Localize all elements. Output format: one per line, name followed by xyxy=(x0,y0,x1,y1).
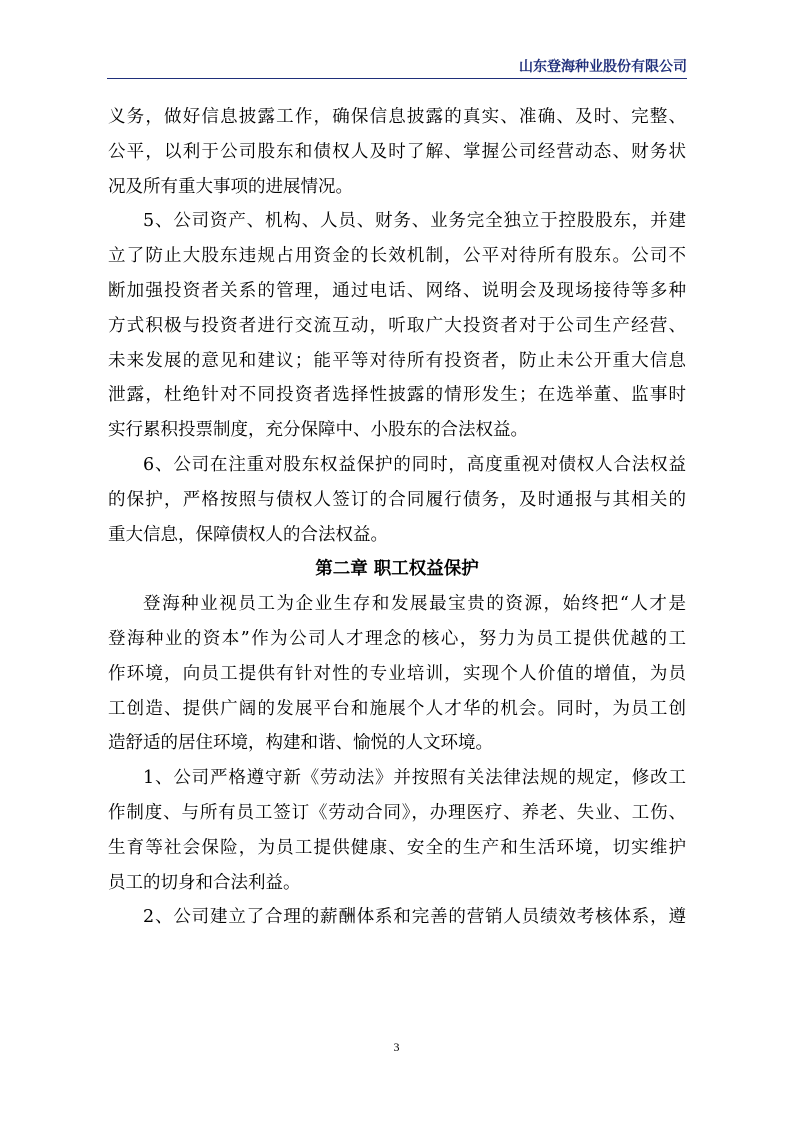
chapter-heading: 第二章 职工权益保护 xyxy=(315,559,479,580)
text-line: 未来发展的意见和建议；能平等对待所有投资者，防止未公开重大信息 xyxy=(108,350,686,371)
text-line: 登海种业的资本”作为公司人才理念的核心，努力为员工提供优越的工 xyxy=(108,628,686,649)
text-line: 重大信息，保障债权人的合法权益。 xyxy=(108,524,388,545)
company-name: 山东登海种业股份有限公司 xyxy=(519,59,687,75)
page-header xyxy=(107,52,687,79)
paragraph-5-start: 5、公司资产、机构、人员、财务、业务完全独立于控股股东，并建 xyxy=(143,211,686,232)
document-body xyxy=(108,100,686,935)
text-line: 义务，做好信息披露工作，确保信息披露的真实、准确、及时、完整、 xyxy=(108,107,686,127)
text-line: 实行累积投票制度，充分保障中、小股东的合法权益。 xyxy=(108,420,528,441)
text-line: 造舒适的居住环境，构建和谐、愉悦的人文环境。 xyxy=(108,733,493,754)
text-line: 况及所有重大事项的进展情况。 xyxy=(108,176,353,197)
paragraph-1-start: 1、公司严格遵守新《劳动法》并按照有关法律法规的规定，修改工 xyxy=(143,768,686,789)
text-line: 作环境，向员工提供有针对性的专业培训，实现个人价值的增值，为员 xyxy=(108,663,686,684)
text-line: 的保护，严格按照与债权人签订的合同履行债务，及时通报与其相关的 xyxy=(108,489,686,510)
text-line: 公平，以利于公司股东和债权人及时了解、掌握公司经营动态、财务状 xyxy=(108,141,686,162)
text-line: 立了防止大股东违规占用资金的长效机制，公平对待所有股东。公司不 xyxy=(108,246,686,267)
paragraph-6-start: 6、公司在注重对股东权益保护的同时，高度重视对债权人合法权益 xyxy=(143,454,686,475)
paragraph-intro-start: 登海种业视员工为企业生存和发展最宝贵的资源，始终把“人才是 xyxy=(143,594,686,615)
text-line: 员工的切身和合法利益。 xyxy=(108,872,301,893)
text-line: 工创造、提供广阔的发展平台和施展个人才华的机会。同时，为员工创 xyxy=(108,698,686,719)
text-line: 方式积极与投资者进行交流互动，听取广大投资者对于公司生产经营、 xyxy=(108,315,686,336)
paragraph-2-start: 2、公司建立了合理的薪酬体系和完善的营销人员绩效考核体系，遵 xyxy=(143,907,686,928)
page-number: 3 xyxy=(393,1040,400,1054)
text-line: 作制度、与所有员工签订《劳动合同》，办理医疗、养老、失业、工伤、 xyxy=(108,802,686,823)
text-line: 泄露，杜绝针对不同投资者选择性披露的情形发生；在选举董、监事时 xyxy=(108,385,686,406)
text-line: 生育等社会保险，为员工提供健康、安全的生产和生活环境，切实维护 xyxy=(108,837,686,858)
text-line: 断加强投资者关系的管理，通过电话、网络、说明会及现场接待等多种 xyxy=(108,280,686,301)
